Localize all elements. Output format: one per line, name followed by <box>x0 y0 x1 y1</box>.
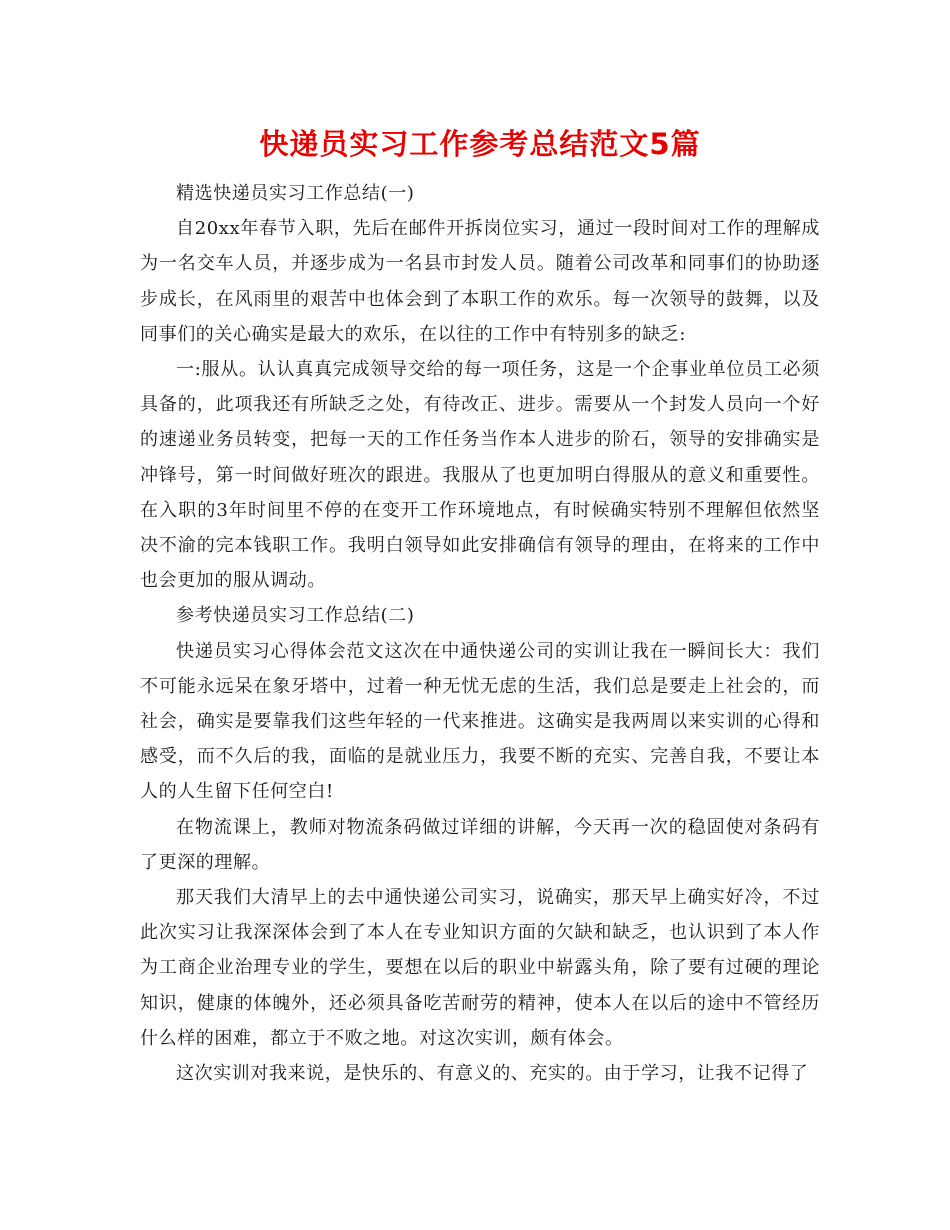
body-paragraph: 在物流课上，教师对物流条码做过详细的讲解，今天再一次的稳固使对条码有了更深的理解。 <box>140 816 820 873</box>
section-heading-2: 参考快递员实习工作总结(二) <box>176 605 415 627</box>
body-paragraph: 那天我们大清早上的去中通快递公司实习，说确实，那天早上确实好冷，不过此次实习让我深深体会到了本人在专业知识方面的欠缺和缺乏，也认识到了本人作为工商企业治理专业的学生，要想在以后的职业中崭露头角，除了要有过硬的理论知识，健康的体魄外，还必须具备吃苦耐劳的精神，使本人在以后的途中不管经历什么样的困难，都立于不败之地。对这次实训，颇有体会。 <box>140 887 820 1049</box>
document-title: 快递员实习工作参考总结范文5篇 <box>259 127 701 161</box>
body-paragraph: 一:服从。认认真真完成领导交给的每一项任务，这是一个企事业单位员工必须具备的，此项我还有所缺乏之处，有待改正、进步。需要从一个封发人员向一个好的速递业务员转变，把每一天的工作任务当作本人进步的阶石，领导的安排确实是冲锋号，第一时间做好班次的跟进。我服从了也更加明白得服从的意义和重要性。在入职的3年时间里不停的在变开工作环境地点，有时候确实特别不理解但依然坚决不渝的完本钱职工作。我明白领导如此安排确信有领导的理由，在将来的工作中也会更加的服从调动。 <box>140 359 820 592</box>
body-paragraph: 快递员实习心得体会范文这次在中通快递公司的实训让我在一瞬间长大：我们不可能永远呆在象牙塔中，过着一种无忧无虑的生活，我们总是要走上社会的，而社会，确实是要靠我们这些年轻的一代来推进。这确实是我两周以来实训的心得和感受，而不久后的我，面临的是就业压力，我要不断的充实、完善自我，不要让本人的人生留下任何空白! <box>140 640 820 803</box>
section-heading-1: 精选快递员实习工作总结(一) <box>176 183 415 204</box>
body-paragraph: 自20xx年春节入职，先后在邮件开拆岗位实习，通过一段时间对工作的理解成为一名交车人员，并逐步成为一名县市封发人员。随着公司改革和同事们的协助逐步成长，在风雨里的艰苦中也体会到了本职工作的欢乐。每一次领导的鼓舞，以及同事们的关心确实是最大的欢乐，在以往的工作中有特别多的缺乏: <box>140 218 820 345</box>
document-page <box>140 118 820 1091</box>
body-paragraph: 这次实训对我来说，是快乐的、有意义的、充实的。由于学习，让我不记得了 <box>176 1063 809 1085</box>
